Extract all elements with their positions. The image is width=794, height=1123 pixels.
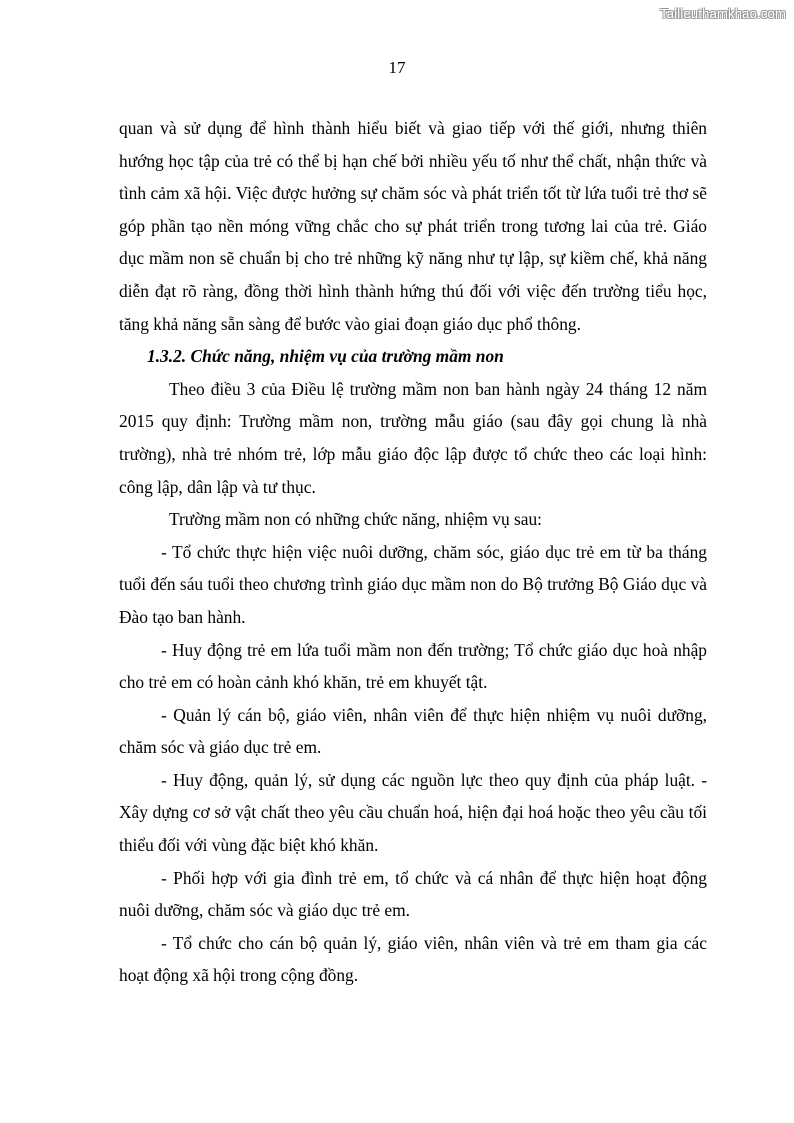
section-heading: 1.3.2. Chức năng, nhiệm vụ của trường mầm non [147, 346, 504, 367]
list-item: - Huy động trẻ em lứa tuổi mầm non đến trường; Tổ chức giáo dục hoà nhập cho trẻ em có hoàn cảnh khó khăn, trẻ em khuyết tật. [119, 639, 707, 693]
paragraph-intro: quan và sử dụng để hình thành hiểu biết và giao tiếp với thế giới, nhưng thiên hướng học tập của trẻ có thể bị hạn chế bởi nhiều yếu tố như thể chất, nhận thức và tình cảm xã hội. Việc được hưởng sự chăm sóc và phát triển tốt từ lứa tuổi trẻ thơ sẽ góp phần tạo nền móng vững chắc cho sự phát triển trong tương lai của trẻ. Giáo dục mầm non sẽ chuẩn bị cho trẻ những kỹ năng như tự lập, sự kiềm chế, khả năng diễn đạt rõ ràng, đồng thời hình thành hứng thú đối với việc đến trường tiểu học, tăng khả năng sẵn sàng để bước vào giai đoạn giáo dục phổ thông. [119, 118, 707, 334]
paragraph-functions-intro: Trường mầm non có những chức năng, nhiệm vụ sau: [169, 509, 543, 530]
list-item: - Huy động, quản lý, sử dụng các nguồn lực theo quy định của pháp luật. - Xây dựng cơ sở vật chất theo yêu cầu chuẩn hoá, hiện đại hoá hoặc theo yêu cầu tối thiểu đối với vùng đặc biệt khó khăn. [119, 769, 707, 856]
paragraph-regulation: Theo điều 3 của Điều lệ trường mầm non ban hành ngày 24 tháng 12 năm 2015 quy định: Trường mầm non, trường mẫu giáo (sau đây gọi chung là nhà trường), nhà trẻ nhóm trẻ, lớp mẫu giáo độc lập được tổ chức theo các loại hình: công lập, dân lập và tư thục. [119, 378, 707, 497]
page-number: 17 [388, 58, 406, 77]
list-item: - Phối hợp với gia đình trẻ em, tổ chức và cá nhân để thực hiện hoạt động nuôi dưỡng, chăm sóc và giáo dục trẻ em. [119, 867, 707, 921]
document-body [119, 112, 707, 992]
list-item: - Tổ chức cho cán bộ quản lý, giáo viên, nhân viên và trẻ em tham gia các hoạt động xã hội trong cộng đồng. [119, 932, 707, 986]
list-item: - Quản lý cán bộ, giáo viên, nhân viên để thực hiện nhiệm vụ nuôi dưỡng, chăm sóc và giáo dục trẻ em. [119, 704, 707, 758]
list-item: - Tổ chức thực hiện việc nuôi dưỡng, chăm sóc, giáo dục trẻ em từ ba tháng tuổi đến sáu tuổi theo chương trình giáo dục mầm non do Bộ trưởng Bộ Giáo dục và Đào tạo ban hành. [119, 541, 707, 627]
watermark: Tailieuthamkhao.com [660, 6, 786, 21]
